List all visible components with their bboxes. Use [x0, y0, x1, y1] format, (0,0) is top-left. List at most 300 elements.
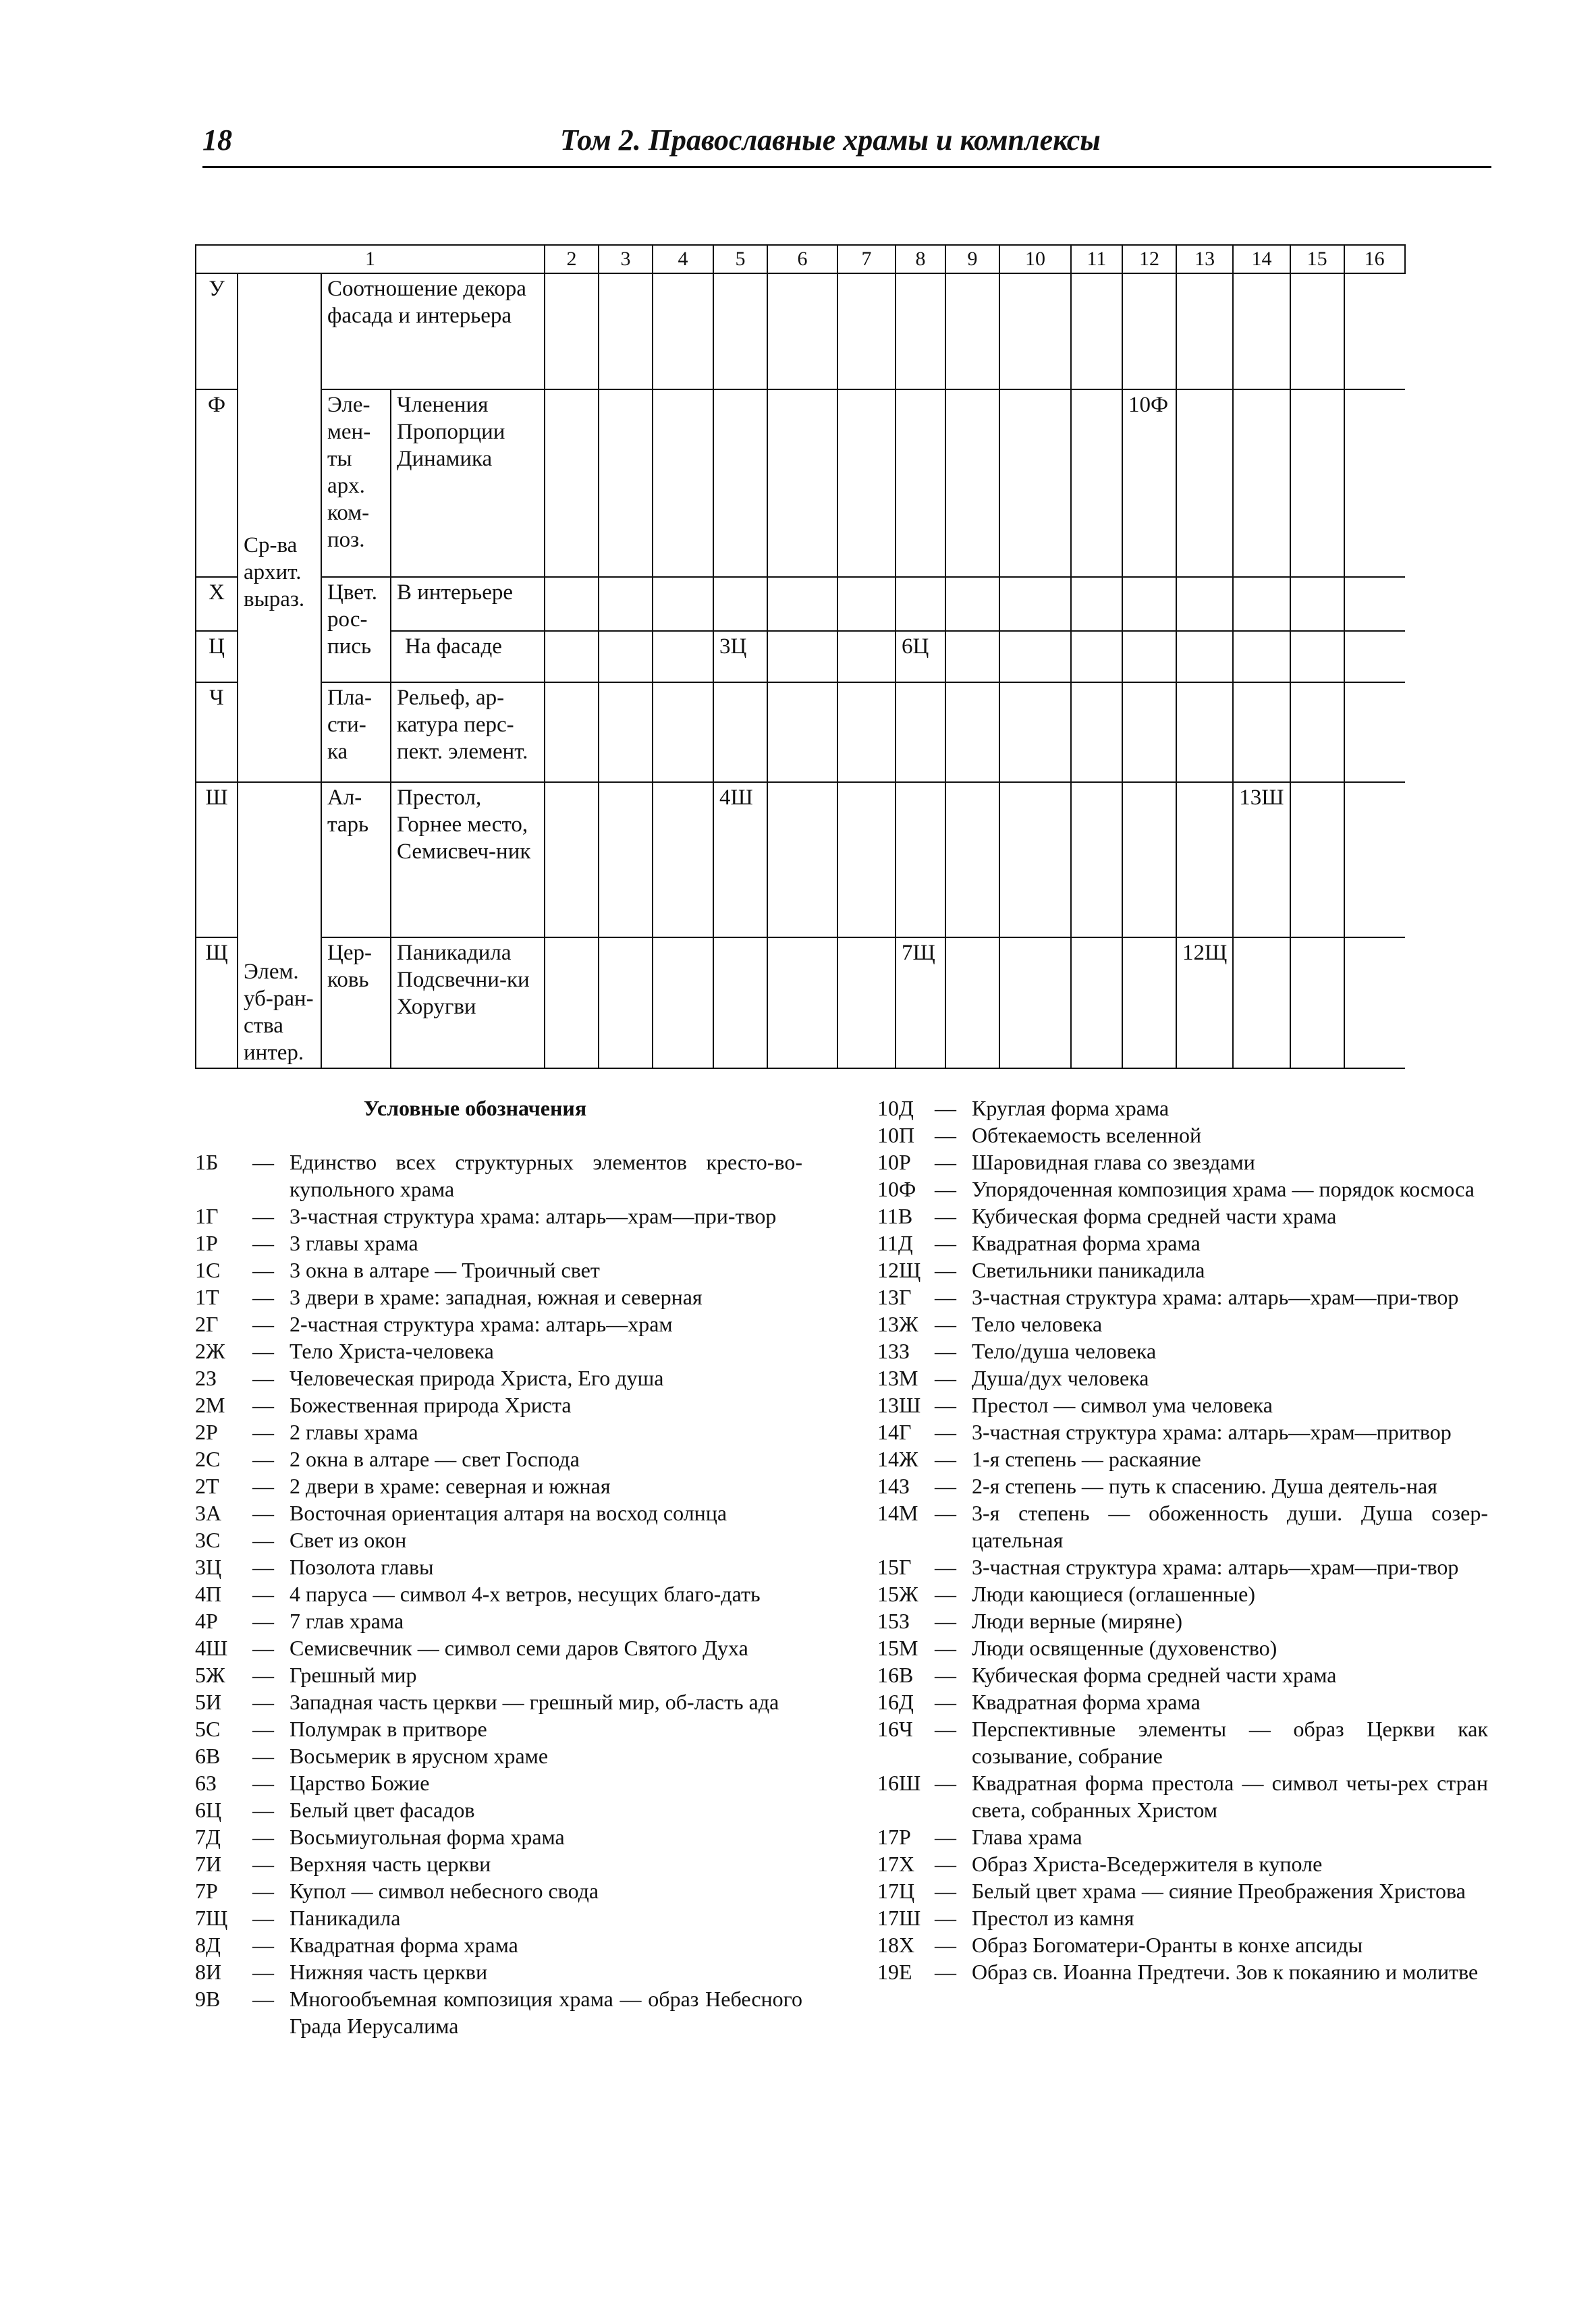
- legend-code: 3А: [195, 1501, 222, 1525]
- legend-dash: —: [935, 1339, 956, 1363]
- legend-item: [195, 1553, 802, 1580]
- legend-text: Белый цвет храма — сияние Преображения Христова: [972, 1879, 1466, 1903]
- legend-text: Тело/душа человека: [972, 1339, 1157, 1363]
- legend-text: Перспективные элементы — образ Церкви как созывание, собрание: [972, 1717, 1488, 1768]
- row-description: Рельеф, ар-катура перс-пект. элемент.: [391, 682, 545, 782]
- legend-item: [877, 1176, 1488, 1203]
- legend-code: 8И: [195, 1960, 222, 1984]
- legend-item: [195, 1985, 802, 2039]
- running-title: Том 2. Православные храмы и комплексы: [560, 123, 1101, 157]
- page-header: [202, 120, 1491, 168]
- legend-text: Восьмиугольная форма храма: [290, 1825, 565, 1849]
- legend-text: 3-частная структура храма: алтарь—храм—при-твор: [972, 1285, 1459, 1309]
- legend-text: Квадратная форма храма: [972, 1231, 1201, 1255]
- legend-dash: —: [252, 1555, 274, 1579]
- legend-item: [195, 1526, 802, 1553]
- legend-item: [195, 1769, 802, 1796]
- legend-dash: —: [252, 1231, 274, 1255]
- legend-code: 4Ш: [195, 1636, 228, 1660]
- legend-code: 5И: [195, 1690, 222, 1714]
- row-description: Членения Пропорции Динамика: [391, 389, 545, 577]
- table-row: [196, 273, 1405, 389]
- legend-text: Божественная природа Христа: [290, 1393, 572, 1417]
- legend-text: 2 окна в алтаре — свет Господа: [290, 1447, 580, 1471]
- legend-code: 1Г: [195, 1204, 219, 1228]
- row-description: Престол, Горнее место, Семисвеч-ник: [391, 782, 545, 937]
- table-mark: 13Ш: [1233, 782, 1290, 937]
- legend-item: [877, 1365, 1488, 1392]
- legend-item: [195, 1311, 802, 1338]
- column-header: 3: [599, 245, 653, 273]
- legend-code: 3С: [195, 1528, 221, 1552]
- legend-text: 2-я степень — путь к спасению. Душа деятель-ная: [972, 1474, 1437, 1498]
- legend-text: Шаровидная глава со звездами: [972, 1150, 1255, 1174]
- legend-right-column: [877, 1095, 1488, 1985]
- legend-dash: —: [935, 1663, 956, 1687]
- legend-text: Тело Христа-человека: [290, 1339, 494, 1363]
- legend-code: 10П: [877, 1123, 915, 1147]
- legend-dash: —: [252, 1150, 274, 1174]
- legend-dash: —: [252, 1636, 274, 1660]
- row-letter: Ш: [196, 782, 238, 937]
- legend-text: Нижняя часть церкви: [290, 1960, 488, 1984]
- legend-dash: —: [252, 1447, 274, 1471]
- legend-text: Позолота главы: [290, 1555, 434, 1579]
- table-mark: 10Ф: [1122, 389, 1176, 577]
- legend-text: Люди кающиеся (оглашенные): [972, 1582, 1256, 1606]
- legend-code: 2Ж: [195, 1339, 225, 1363]
- legend-item: [877, 1257, 1488, 1284]
- legend-dash: —: [935, 1258, 956, 1282]
- legend-item: [877, 1122, 1488, 1149]
- legend-code: 8Д: [195, 1933, 221, 1957]
- legend-dash: —: [252, 1312, 274, 1336]
- legend-item: [195, 1365, 802, 1392]
- legend-text: 3-частная структура храма: алтарь—храм—притвор: [972, 1420, 1452, 1444]
- legend-text: 3 двери в храме: западная, южная и северная: [290, 1285, 703, 1309]
- legend-code: 6З: [195, 1771, 217, 1795]
- legend-dash: —: [252, 1366, 274, 1390]
- column-header: 11: [1071, 245, 1122, 273]
- legend-code: 2З: [195, 1366, 217, 1390]
- legend-code: 14М: [877, 1501, 918, 1525]
- legend-item: [195, 1472, 802, 1499]
- legend-item: [195, 1823, 802, 1850]
- legend-item: [195, 1634, 802, 1661]
- legend-item: [877, 1823, 1488, 1850]
- legend-item: [877, 1203, 1488, 1230]
- legend-item: [195, 1796, 802, 1823]
- legend-text: 7 глав храма: [290, 1609, 404, 1633]
- legend-item: [195, 1149, 802, 1203]
- legend-code: 13Ш: [877, 1393, 921, 1417]
- legend-text: Кубическая форма средней части храма: [972, 1204, 1337, 1228]
- legend-dash: —: [935, 1177, 956, 1201]
- legend-item: [877, 1338, 1488, 1365]
- legend-code: 17Х: [877, 1852, 915, 1876]
- legend-text: 3 главы храма: [290, 1231, 418, 1255]
- legend-item: [195, 1904, 802, 1931]
- legend-text: Светильники паникадила: [972, 1258, 1205, 1282]
- legend-dash: —: [935, 1582, 956, 1606]
- legend-dash: —: [935, 1690, 956, 1714]
- legend-item: [195, 1688, 802, 1715]
- legend-text: Тело человека: [972, 1312, 1103, 1336]
- legend-text: Восьмерик в ярусном храме: [290, 1744, 549, 1768]
- row-letter: Ч: [196, 682, 238, 782]
- legend-dash: —: [252, 1825, 274, 1849]
- legend-dash: —: [252, 1582, 274, 1606]
- legend-item: [195, 1230, 802, 1257]
- row-description: Соотношение декора фасада и интерьера: [321, 273, 545, 389]
- legend-text: Обтекаемость вселенной: [972, 1123, 1202, 1147]
- legend-code: 13Г: [877, 1285, 912, 1309]
- column-header: 14: [1233, 245, 1290, 273]
- legend-code: 18Х: [877, 1933, 915, 1957]
- legend-code: 2М: [195, 1393, 225, 1417]
- legend-code: 1С: [195, 1258, 221, 1282]
- legend-item: [877, 1958, 1488, 1985]
- legend-code: 7Щ: [195, 1906, 228, 1930]
- legend-text: Образ Христа-Вседержителя в куполе: [972, 1852, 1323, 1876]
- legend-dash: —: [935, 1285, 956, 1309]
- legend-dash: —: [935, 1096, 956, 1120]
- legend-text: Престол — символ ума человека: [972, 1393, 1273, 1417]
- legend-code: 17Ш: [877, 1906, 921, 1930]
- legend-text: Царство Божие: [290, 1771, 430, 1795]
- legend-text: Упорядоченная композиция храма — порядок космоса: [972, 1177, 1475, 1201]
- legend-item: [195, 1499, 802, 1526]
- column-header: 2: [545, 245, 599, 273]
- legend-code: 19Е: [877, 1960, 912, 1984]
- legend-text: 2 двери в храме: северная и южная: [290, 1474, 611, 1498]
- legend-dash: —: [252, 1663, 274, 1687]
- legend-code: 2Г: [195, 1312, 219, 1336]
- legend-dash: —: [252, 1528, 274, 1552]
- row-description: На фасаде: [391, 631, 545, 682]
- legend-dash: —: [252, 1960, 274, 1984]
- legend-dash: —: [252, 1339, 274, 1363]
- legend-dash: —: [935, 1366, 956, 1390]
- column-header: 6: [767, 245, 837, 273]
- legend-text: Западная часть церкви — грешный мир, об-ласть ада: [290, 1690, 779, 1714]
- legend-item: [195, 1850, 802, 1877]
- table-row: [196, 782, 1405, 937]
- legend-item: [195, 1607, 802, 1634]
- legend-dash: —: [252, 1798, 274, 1822]
- row-letter: Ф: [196, 389, 238, 577]
- legend-dash: —: [252, 1744, 274, 1768]
- legend-item: [195, 1715, 802, 1742]
- legend-text: Восточная ориентация алтаря на восход солнца: [290, 1501, 727, 1525]
- column-header: 4: [653, 245, 713, 273]
- legend-dash: —: [935, 1933, 956, 1957]
- legend-text: Квадратная форма престола — символ четы-рех стран света, собранных Христом: [972, 1771, 1488, 1822]
- legend-text: Кубическая форма средней части храма: [972, 1663, 1337, 1687]
- column-header: 12: [1122, 245, 1176, 273]
- row-letter: У: [196, 273, 238, 389]
- legend-code: 11Д: [877, 1231, 913, 1255]
- row-letter: Щ: [196, 937, 238, 1068]
- legend-dash: —: [935, 1150, 956, 1174]
- legend-text: 3 окна в алтаре — Троичный свет: [290, 1258, 600, 1282]
- legend-text: Образ Богоматери-Оранты в конхе апсиды: [972, 1933, 1363, 1957]
- legend-text: Душа/дух человека: [972, 1366, 1149, 1390]
- row-subcategory: Пла-сти-ка: [321, 682, 391, 782]
- table-mark: 4Ш: [713, 782, 767, 937]
- legend-code: 3Ц: [195, 1555, 222, 1579]
- legend-code: 1Т: [195, 1285, 219, 1309]
- legend-text: Свет из окон: [290, 1528, 407, 1552]
- column-header: 10: [999, 245, 1071, 273]
- legend-dash: —: [935, 1555, 956, 1579]
- row-description: В интерьере: [391, 577, 545, 631]
- legend-item: [877, 1445, 1488, 1472]
- legend-code: 1Б: [195, 1150, 219, 1174]
- legend-dash: —: [935, 1447, 956, 1471]
- legend-dash: —: [935, 1771, 956, 1795]
- legend-dash: —: [935, 1717, 956, 1741]
- legend-text: Белый цвет фасадов: [290, 1798, 475, 1822]
- legend-code: 2Т: [195, 1474, 219, 1498]
- legend-code: 10Р: [877, 1150, 911, 1174]
- legend-code: 10Ф: [877, 1177, 916, 1201]
- legend-code: 5Ж: [195, 1663, 225, 1687]
- legend-dash: —: [252, 1852, 274, 1876]
- legend-code: 6Ц: [195, 1798, 222, 1822]
- legend-dash: —: [935, 1312, 956, 1336]
- legend-text: Глава храма: [972, 1825, 1082, 1849]
- legend-dash: —: [935, 1474, 956, 1498]
- legend-code: 7Д: [195, 1825, 221, 1849]
- legend-dash: —: [935, 1825, 956, 1849]
- legend-dash: —: [252, 1258, 274, 1282]
- legend-item: [877, 1311, 1488, 1338]
- table-mark: 6Ц: [896, 631, 945, 682]
- legend-item: [195, 1284, 802, 1311]
- legend-item: [877, 1418, 1488, 1445]
- legend-code: 14Ж: [877, 1447, 918, 1471]
- row-description: Паникадила Подсвечни-ки Хоругви: [391, 937, 545, 1068]
- legend-text: Человеческая природа Христа, Его душа: [290, 1366, 664, 1390]
- legend-item: [877, 1904, 1488, 1931]
- legend-item: [877, 1769, 1488, 1823]
- legend-dash: —: [252, 1771, 274, 1795]
- legend-dash: —: [935, 1231, 956, 1255]
- legend-item: [195, 1392, 802, 1418]
- legend-code: 16Ш: [877, 1771, 921, 1795]
- legend-text: 3-я степень — обоженность души. Душа созер-цательная: [972, 1501, 1488, 1552]
- legend-text: Единство всех структурных элементов кресто-во-купольного храма: [290, 1150, 802, 1201]
- legend-code: 14З: [877, 1474, 910, 1498]
- legend-code: 16Д: [877, 1690, 914, 1714]
- table-header-row: [196, 245, 1405, 273]
- column-header: 1: [196, 245, 545, 273]
- legend-item: [877, 1931, 1488, 1958]
- table-mark: 7Щ: [896, 937, 945, 1068]
- legend-dash: —: [252, 1987, 274, 2011]
- legend-text: Образ св. Иоанна Предтечи. Зов к покаянию и молитве: [972, 1960, 1479, 1984]
- legend-dash: —: [935, 1501, 956, 1525]
- legend-item: [195, 1257, 802, 1284]
- legend-item: [195, 1661, 802, 1688]
- legend-dash: —: [252, 1933, 274, 1957]
- legend-text: Престол из камня: [972, 1906, 1134, 1930]
- table-row: [196, 937, 1405, 1068]
- column-header: 5: [713, 245, 767, 273]
- legend-item: [877, 1850, 1488, 1877]
- legend-item: [877, 1230, 1488, 1257]
- legend-dash: —: [935, 1609, 956, 1633]
- legend-dash: —: [252, 1204, 274, 1228]
- legend-dash: —: [252, 1906, 274, 1930]
- legend-text: Люди освященные (духовенство): [972, 1636, 1277, 1660]
- legend-code: 15Ж: [877, 1582, 918, 1606]
- legend-code: 2Р: [195, 1420, 218, 1444]
- legend-text: 2 главы храма: [290, 1420, 418, 1444]
- legend-code: 12Щ: [877, 1258, 921, 1282]
- legend-item: [877, 1149, 1488, 1176]
- legend-dash: —: [935, 1960, 956, 1984]
- legend-item: [195, 1445, 802, 1472]
- legend-dash: —: [935, 1852, 956, 1876]
- column-header: 7: [837, 245, 896, 273]
- column-header: 8: [896, 245, 945, 273]
- legend-item: [195, 1877, 802, 1904]
- legend-text: 1-я степень — раскаяние: [972, 1447, 1201, 1471]
- legend-dash: —: [935, 1123, 956, 1147]
- column-header: 15: [1290, 245, 1344, 273]
- legend-item: [877, 1472, 1488, 1499]
- legend-text: Квадратная форма храма: [972, 1690, 1201, 1714]
- legend-item: [877, 1715, 1488, 1769]
- legend-code: 10Д: [877, 1096, 914, 1120]
- group-label: Ср-ва архит. вырaз.: [238, 273, 321, 782]
- legend-left-column: [195, 1095, 802, 2039]
- legend-code: 13М: [877, 1366, 918, 1390]
- legend-title: Условные обозначения: [363, 1096, 587, 1120]
- group-label: Элем. уб-ран-ства интер.: [238, 782, 321, 1068]
- legend-dash: —: [252, 1393, 274, 1417]
- legend-item: [195, 1580, 802, 1607]
- legend-dash: —: [935, 1204, 956, 1228]
- row-subcategory: Цер-ковь: [321, 937, 391, 1068]
- legend-item: [877, 1553, 1488, 1580]
- legend-item: [195, 1958, 802, 1985]
- legend-text: Круглая форма храма: [972, 1096, 1170, 1120]
- legend-dash: —: [935, 1879, 956, 1903]
- legend-dash: —: [935, 1420, 956, 1444]
- legend-code: 2С: [195, 1447, 221, 1471]
- legend-dash: —: [935, 1393, 956, 1417]
- legend-code: 17Р: [877, 1825, 911, 1849]
- legend-code: 16В: [877, 1663, 914, 1687]
- legend-dash: —: [252, 1474, 274, 1498]
- legend-dash: —: [252, 1285, 274, 1309]
- legend-item: [877, 1284, 1488, 1311]
- legend-text: Паникадила: [290, 1906, 401, 1930]
- row-subcategory: Цвет. рос-пись: [321, 577, 391, 682]
- legend-code: 6В: [195, 1744, 221, 1768]
- symbols-table: [195, 244, 1406, 1069]
- legend-item: [877, 1661, 1488, 1688]
- legend-text: 4 паруса — символ 4-х ветров, несущих благо-дать: [290, 1582, 761, 1606]
- legend-item: [877, 1877, 1488, 1904]
- legend-code: 4П: [195, 1582, 222, 1606]
- legend-code: 1Р: [195, 1231, 218, 1255]
- table-row: [196, 682, 1405, 782]
- row-letter: Ц: [196, 631, 238, 682]
- row-subcategory: Эле-мен-ты арх. ком-поз.: [321, 389, 391, 577]
- legend-code: 15Г: [877, 1555, 912, 1579]
- legend-text: 3-частная структура храма: алтарь—храм—при-твор: [972, 1555, 1459, 1579]
- legend-item: [877, 1580, 1488, 1607]
- legend-code: 16Ч: [877, 1717, 913, 1741]
- legend-item: [877, 1095, 1488, 1122]
- legend-dash: —: [935, 1906, 956, 1930]
- legend-code: 7И: [195, 1852, 222, 1876]
- legend-text: Семисвечник — символ семи даров Святого Духа: [290, 1636, 748, 1660]
- legend-item: [195, 1338, 802, 1365]
- legend-code: 15М: [877, 1636, 918, 1660]
- legend-code: 15З: [877, 1609, 910, 1633]
- legend-code: 11В: [877, 1204, 913, 1228]
- legend-dash: —: [252, 1609, 274, 1633]
- legend-code: 5С: [195, 1717, 221, 1741]
- table-row: [196, 389, 1405, 577]
- row-letter: Х: [196, 577, 238, 631]
- row-subcategory: Ал-тарь: [321, 782, 391, 937]
- legend-dash: —: [252, 1420, 274, 1444]
- legend-item: [195, 1931, 802, 1958]
- legend-text: Квадратная форма храма: [290, 1933, 518, 1957]
- legend-dash: —: [252, 1501, 274, 1525]
- legend-dash: —: [252, 1879, 274, 1903]
- legend-item: [877, 1392, 1488, 1418]
- legend-dash: —: [935, 1636, 956, 1660]
- legend-item: [877, 1499, 1488, 1553]
- page-number: 18: [202, 123, 232, 157]
- legend-item: [877, 1688, 1488, 1715]
- legend-text: Купол — символ небесного свода: [290, 1879, 599, 1903]
- legend-text: Многообъемная композиция храма — образ Небесного Града Иерусалима: [290, 1987, 802, 2038]
- legend-dash: —: [252, 1717, 274, 1741]
- legend-code: 17Ц: [877, 1879, 915, 1903]
- legend-text: Верхняя часть церкви: [290, 1852, 491, 1876]
- legend-code: 9В: [195, 1987, 221, 2011]
- legend-text: 3-частная структура храма: алтарь—храм—при-твор: [290, 1204, 777, 1228]
- table-mark: 3Ц: [713, 631, 767, 682]
- legend-dash: —: [252, 1690, 274, 1714]
- legend-text: 2-частная структура храма: алтарь—храм: [290, 1312, 673, 1336]
- legend-text: Грешный мир: [290, 1663, 417, 1687]
- legend-item: [877, 1634, 1488, 1661]
- table-row: [196, 577, 1405, 631]
- table-mark: 12Щ: [1176, 937, 1233, 1068]
- column-header: 9: [945, 245, 999, 273]
- legend-code: 13Ж: [877, 1312, 918, 1336]
- legend-code: 13З: [877, 1339, 910, 1363]
- legend-item: [877, 1607, 1488, 1634]
- column-header: 13: [1176, 245, 1233, 273]
- legend-code: 7Р: [195, 1879, 218, 1903]
- legend-item: [195, 1203, 802, 1230]
- legend-item: [195, 1742, 802, 1769]
- legend-text: Люди верные (миряне): [972, 1609, 1183, 1633]
- legend-text: Полумрак в притворе: [290, 1717, 487, 1741]
- legend-code: 4Р: [195, 1609, 218, 1633]
- column-header: 16: [1344, 245, 1405, 273]
